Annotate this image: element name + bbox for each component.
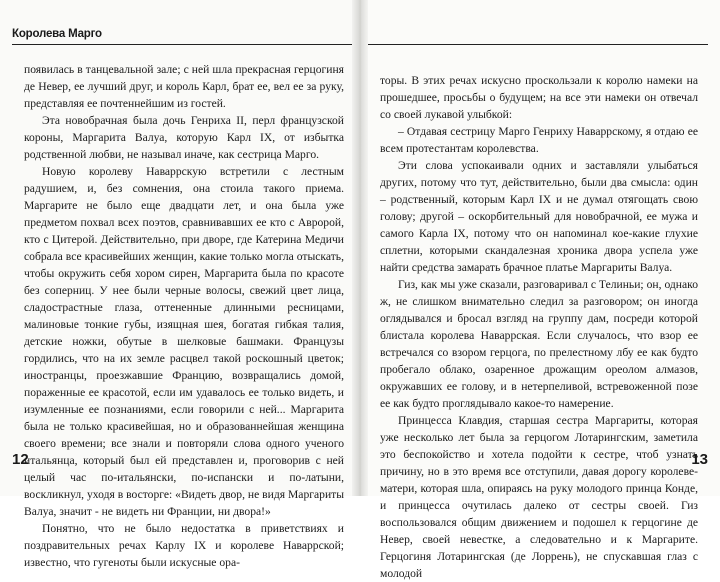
paragraph: Новую королеву Наваррскую встретили с лестным радушием, и, без сомнения, она стоила такого приема. Маргарите не было еще двадцати лет, и она была уже предметом похвал всех поэтов, сравнивавших ее кто с Авророй, кто с Цитерой. Действительно, при дворе, где Катерина Медичи собрала все красивейших женщин, какие только могла отыскать, чтобы окружить себя хором сирен, Маргарита была по красоте без соперниц. У нее были черные волосы, свежий цвет лица, сладострастные глаза, оттененные длинными ресницами, малиновые тонкие губы, изящная шея, богатая гибкая талия, детские ножки, обутые в шелковые башмаки. Французы гордились, что на их земле расцвел такой роскошный цветок; иностранцы, проезжавшие Францию, возвращались домой, пораженные ее красотой, если им удавалось ее только видеть, и изумленные ее познаниями, если говорили с ней... Маргарита была не только красивейшая, но и образованнейшая женщина своего времени; все знали и повторяли слова одного ученого итальянца, который был ей представлен и, проговорив с ней целый час по-итальянски, по-испански и по-латыни, воскликнул, уходя в восторге: «Видеть двор, не видя Маргариты Валуа, значит - не видеть ни Франции, ни двора!» <box>24 165 344 518</box>
paragraph: Гиз, как мы уже сказали, разговаривал с Телиньи; он, однако ж, не слишком внимательно следил за разговором; он иногда оглядывался и бросал взгляд на группу дам, посреди которой блистала королева Наваррская. Если случалось, что взор ее встречался со взором герцога, по прелестному лбу ее как будто пробегало облако, озаренное дрожащим ореолом алмазов, окружавших ее голову, и в нетерпеливой, встревоженной позе ее как будто проглядывало какое-то намерение. <box>380 278 698 410</box>
paragraph: Эти слова успокаивали одних и заставляли улыбаться других, потому что тут, действительно, были два смысла: один – родственный, которым Карл IX и не думал отягощать свою голову; другой – оскорбительный для новобрачной, ее мужа и самого Карла IX, потому что он напоминал кое-какие глухие сплетни, которыми скандалезная хроника двора успела уже найти средства замарать брачное платье Маргариты Валуа. <box>380 159 698 274</box>
book-gutter <box>352 0 368 496</box>
header-rule <box>362 44 708 45</box>
running-head: Королева Марго <box>12 28 102 40</box>
page-number-left: 12 <box>12 451 29 468</box>
paragraph: Принцесса Клавдия, старшая сестра Маргариты, которая уже несколько лет была за герцогом Лотарингским, заметила это беспокойство и хотела подойти к сестре, чтоб узнать причину, но в это время все отступили, давая дорогу королеве-матери, которая шла, опираясь на руку молодого принца Конде, и принцесса очутилась далеко от сестры своей. Гиз воспользовался общим движением и подошел к герцогине де Невер, своей невестке, а следовательно и к Маргарите. Герцогиня Лотарингская (де Лоррень), не спускавшая глаз с молодой <box>380 414 698 580</box>
left-page <box>0 0 358 569</box>
page-number-right: 13 <box>691 451 708 468</box>
header-rule <box>12 44 358 45</box>
right-page-text <box>380 72 698 582</box>
paragraph: Эта новобрачная была дочь Генриха II, перл французской короны, Маргарита Валуа, которую Карл IX, от избытка родственной любви, не называл иначе, как сестрица Марго. <box>24 114 344 161</box>
paragraph: Понятно, что не было недостатка в приветствиях и поздравительных речах Карлу IX и королеве Наваррской; известно, что гугеноты были искусные ора- <box>24 522 344 569</box>
paragraph: появилась в танцевальной зале; с ней шла прекрасная герцогиня де Невер, ее лучший друг, и король Карл, брат ее, вел ее за руку, представляя ее почтеннейшим из гостей. <box>24 63 344 110</box>
right-page <box>362 0 720 580</box>
paragraph: торы. В этих речах искусно проскользали к королю намеки на прошедшее, просьбы о будущем; на все эти намеки он отвечал со своей лукавой улыбкой: <box>380 74 698 121</box>
paragraph: – Отдавая сестрицу Марго Генриху Наваррскому, я отдаю ее всем протестантам королевства. <box>380 125 698 155</box>
left-page-text <box>24 61 344 571</box>
